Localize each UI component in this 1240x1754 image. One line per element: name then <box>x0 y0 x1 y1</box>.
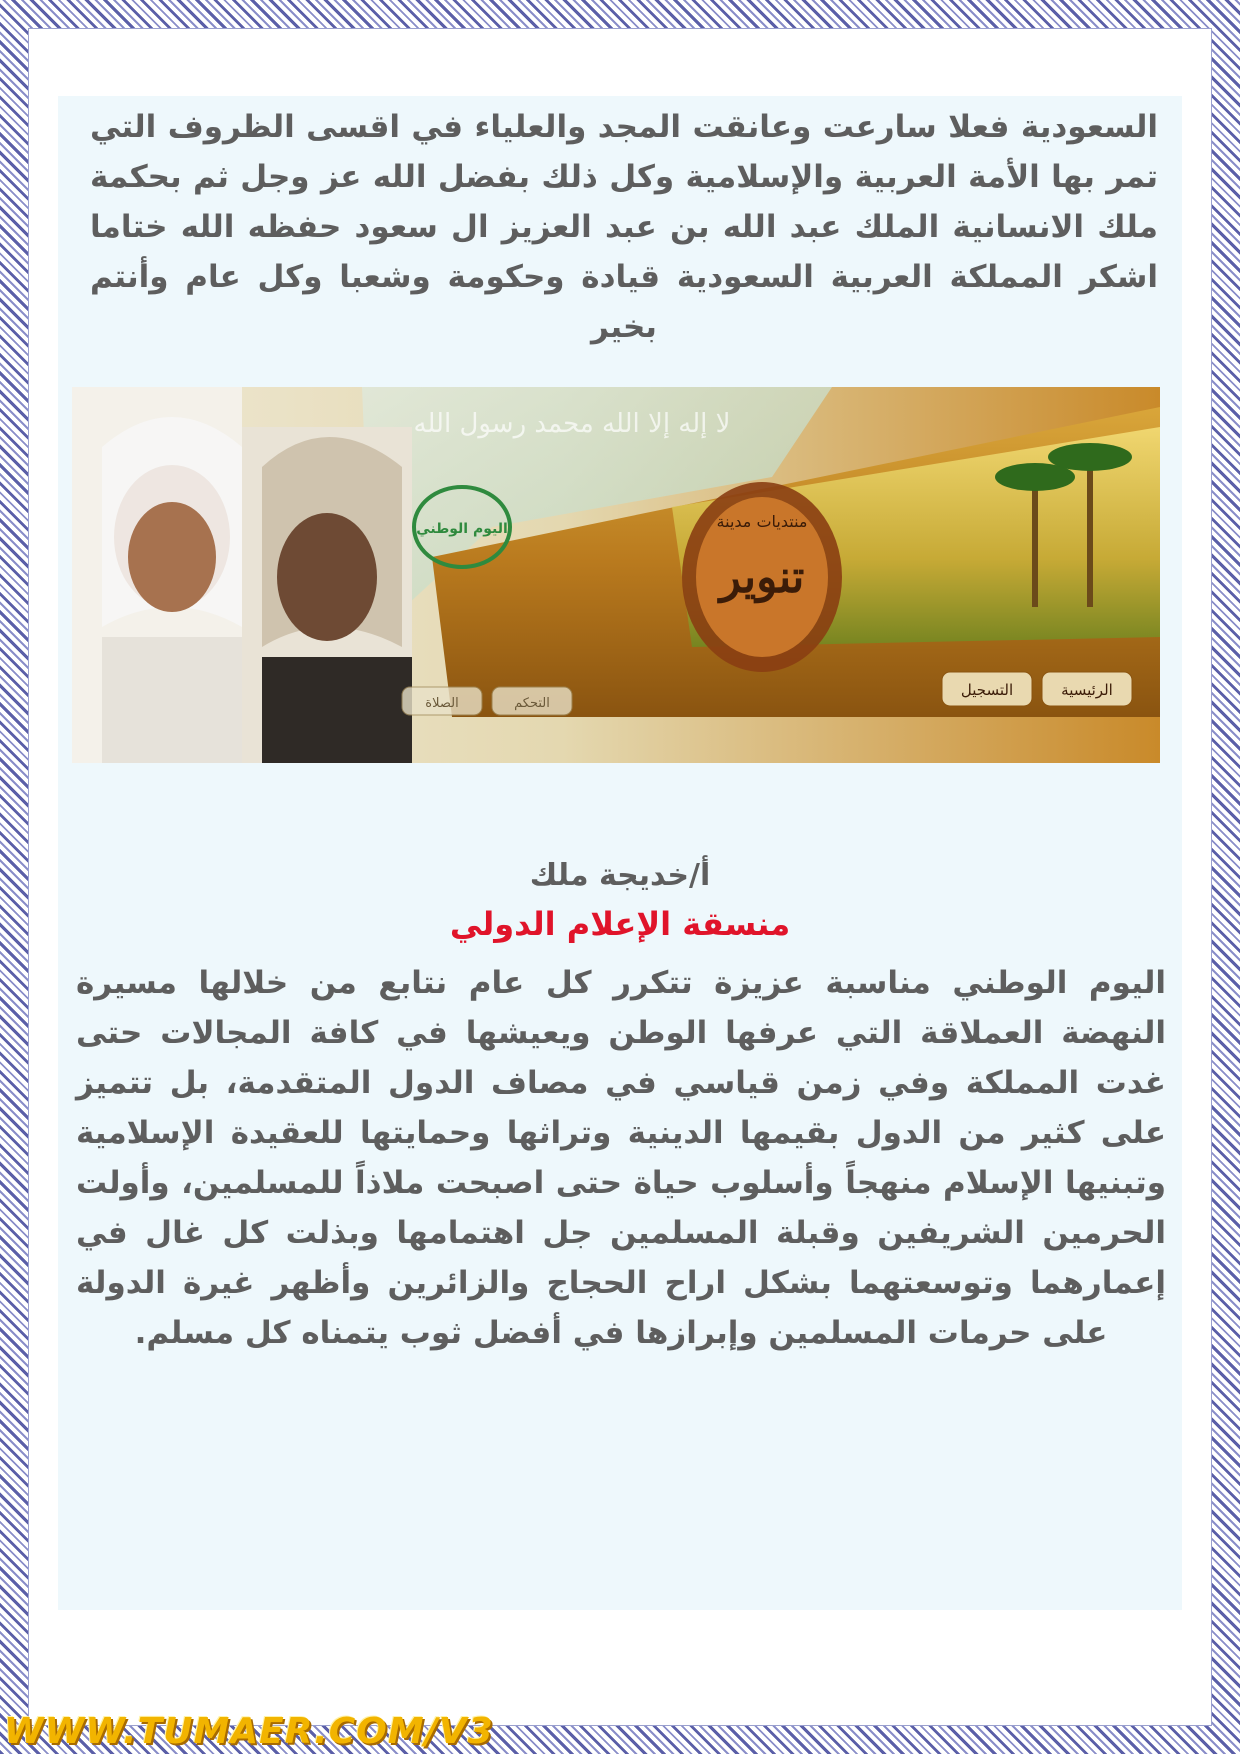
flag-text: لا إله إلا الله محمد رسول الله <box>413 409 731 439</box>
nav-button-register[interactable] <box>942 672 1032 706</box>
nav-home-label: الرئيسية <box>1061 681 1113 699</box>
emblem-text: اليوم الوطني <box>416 521 508 537</box>
site-watermark: WWW.TUMAER.COM/V3 <box>4 1711 494 1752</box>
nav-button-prayer[interactable] <box>402 687 482 715</box>
nav-register-label: التسجيل <box>960 681 1014 699</box>
logo-text: تنوير <box>719 552 805 603</box>
main-paragraph: اليوم الوطني مناسبة عزيزة تتكرر كل عام نتابع من خلالها مسيرة النهضة العملاقة التي عرفها الوطن ويعيشها في كافة المجالات حتى غدت المملكة وفي زمن قياسي في مصاف الدول المتقدمة، بل تتميز على كثير من الدول بقيمها الدينية وتراثها وحمايتها للعقيدة الإسلامية وتبنيها الإسلام منهجاً وأسلوب حياة حتى اصبحت ملاذاً للمسلمين، وأولت الحرمين الشريفين وقبلة المسلمين جل اهتمامها وبذلت كل غال في إعمارهما وتوسعتهما بشكل اراح الحجاج والزائرين وأظهر غيرة الدولة على حرمات المسلمين وإبرازها في أفضل ثوب يتمناه كل مسلم. <box>76 965 1166 1351</box>
intro-paragraph: السعودية فعلا سارعت وعانقت المجد والعلياء في اقسى الظروف التي تمر بها الأمة العربية والإسلامية وكل ذلك بفضل الله عز وجل ثم بحكمة ملك الانسانية الملك عبد الله بن عبد العزيز ال سعود حفظه الله ختاما اشكر المملكة العربية السعودية قيادة وحكومة وشعبا وكل عام وأنتم بخير <box>90 109 1158 345</box>
nav-left-2-label: الصلاة <box>425 696 459 711</box>
banner-artwork <box>72 387 1160 763</box>
national-day-banner <box>72 387 1160 763</box>
nav-left-1-label: التحكم <box>514 696 550 711</box>
author-role: منسقة الإعلام الدولي <box>449 905 791 943</box>
nav-button-home[interactable] <box>1042 672 1132 706</box>
nav-button-control[interactable] <box>492 687 572 715</box>
king-portrait-right <box>242 427 412 763</box>
logo-subtitle: منتديات مدينة <box>716 512 808 531</box>
king-portrait-left <box>72 387 242 763</box>
author-name: أ/خديجة ملك <box>529 858 711 893</box>
